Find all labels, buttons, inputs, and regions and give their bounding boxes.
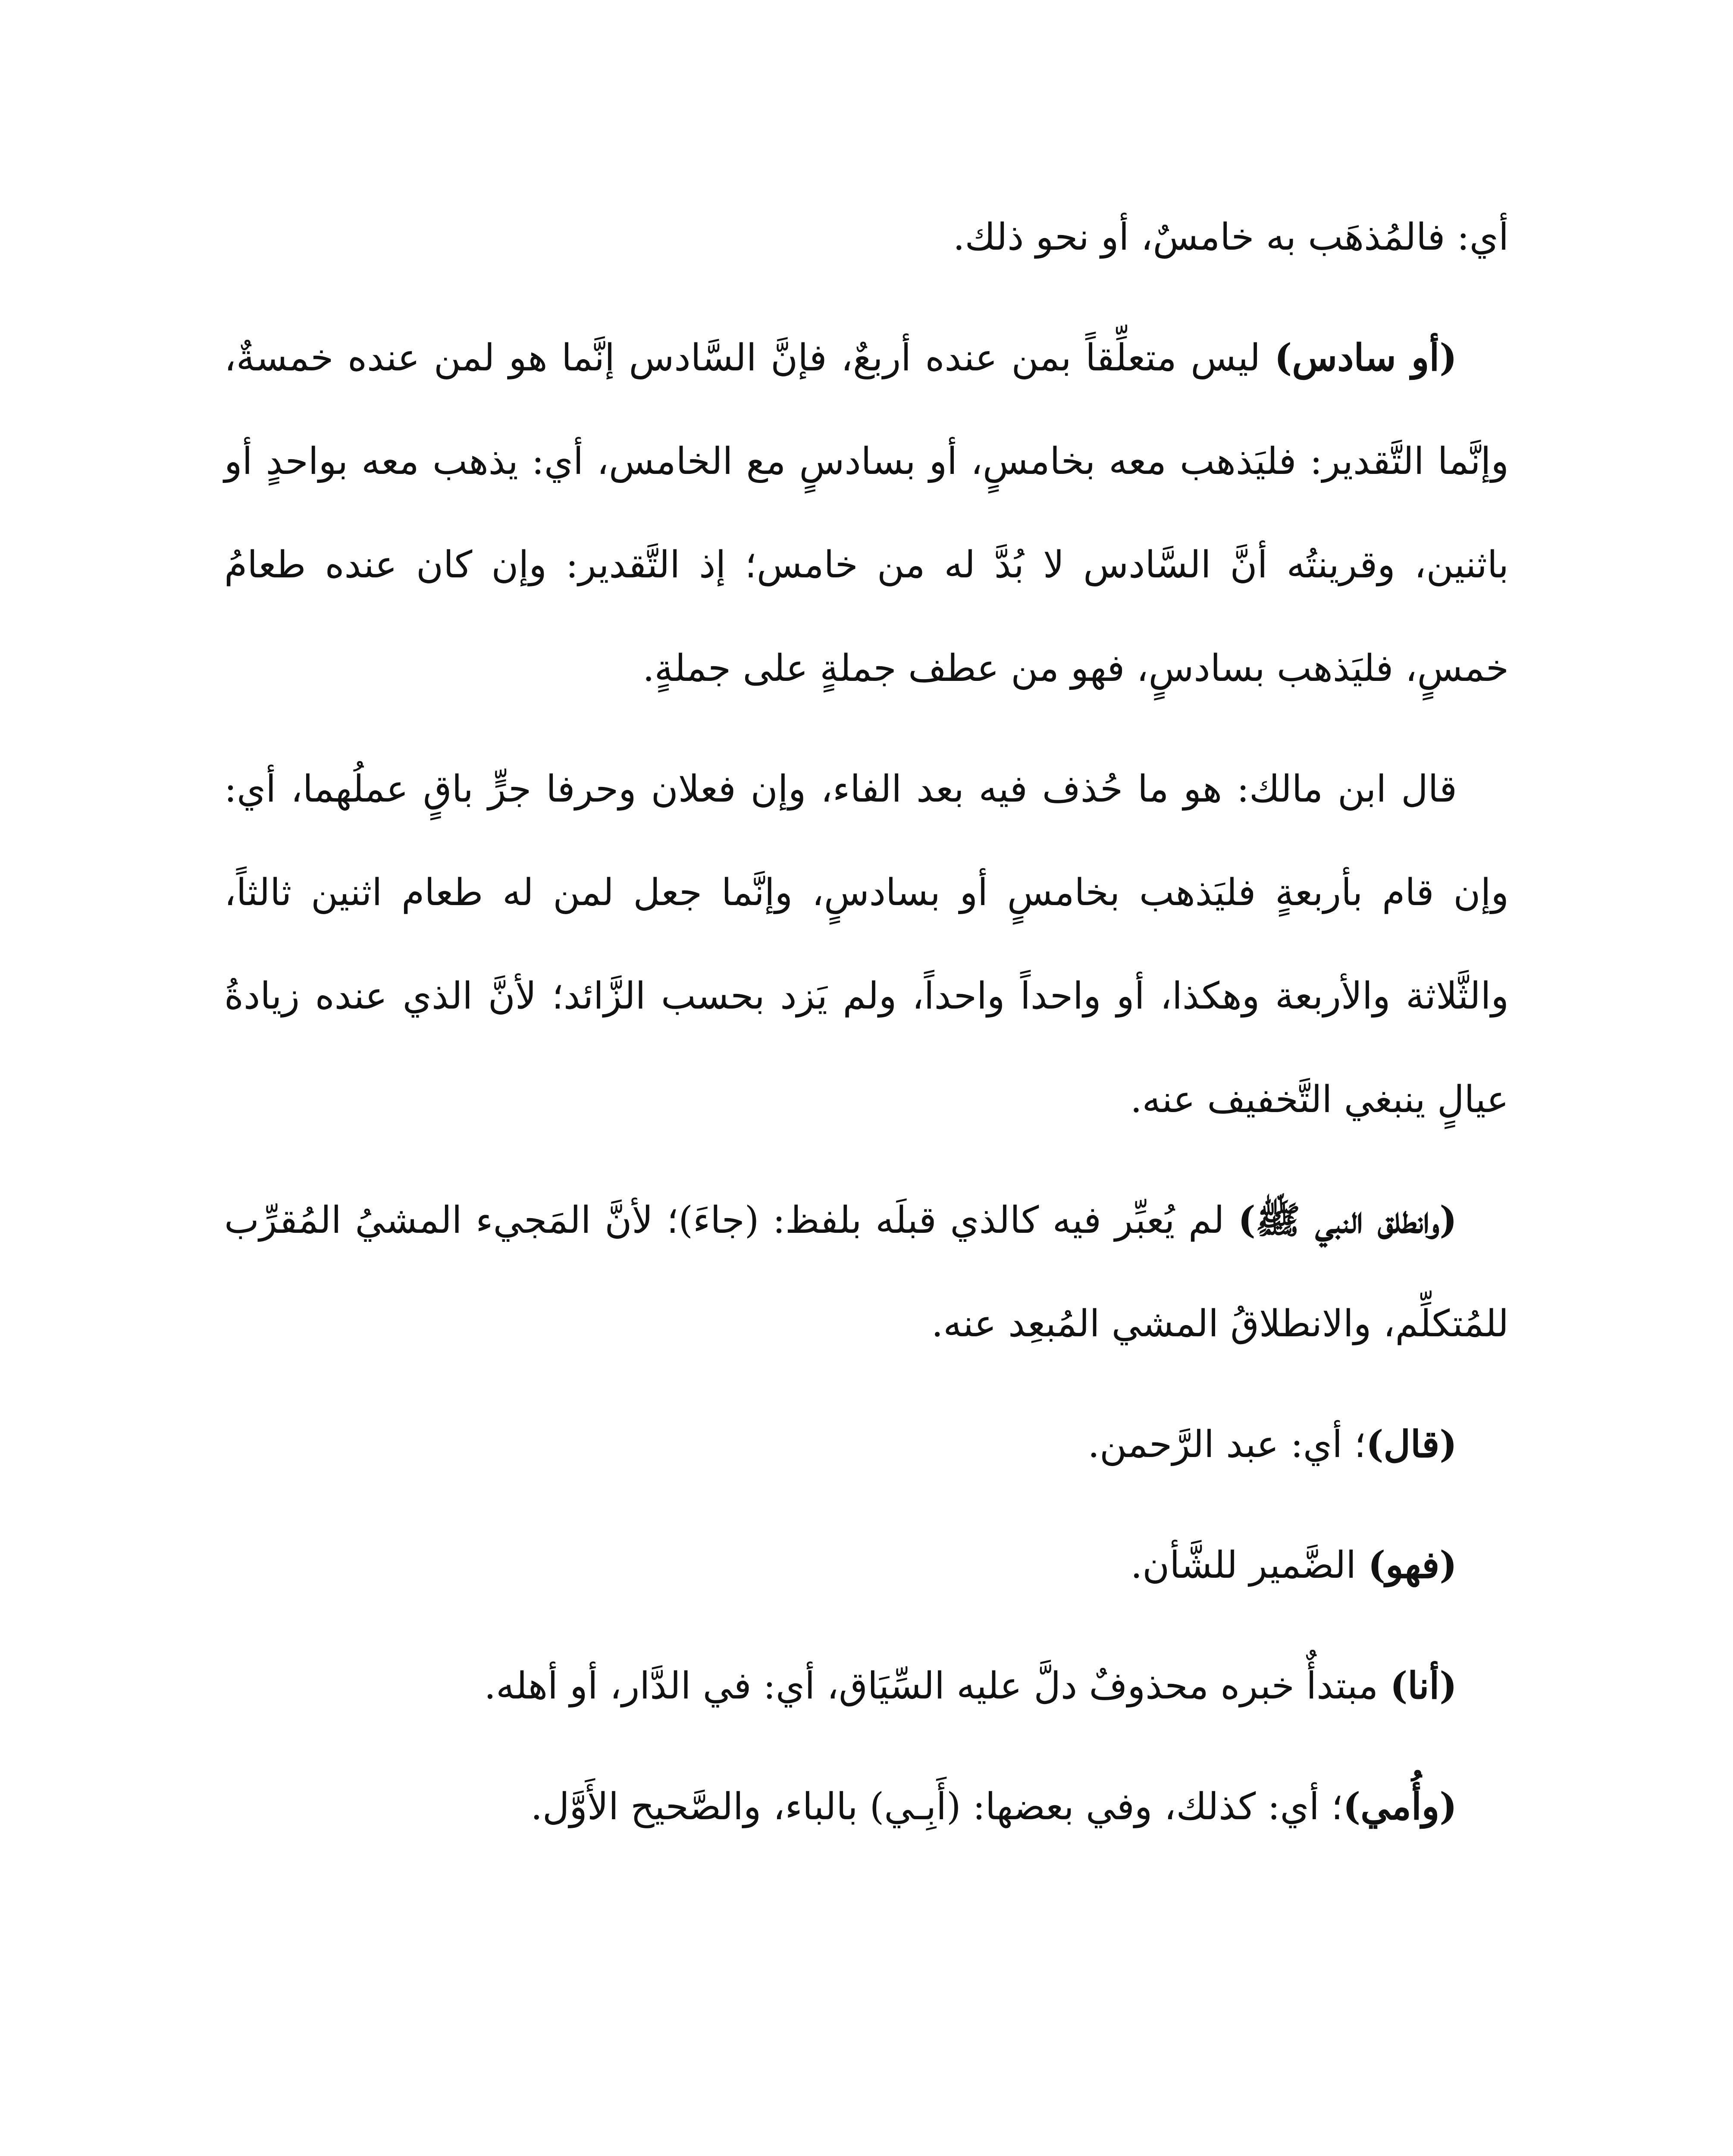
paragraph-7: [224, 1634, 1509, 1738]
paragraph-8-text: ؛ أي: كذلك، وفي بعضها: (أَبِـي) بالباء، والصَّحيح الأَوَّل.: [530, 1785, 1343, 1828]
paragraph-5-text: ؛ أي: عبد الرَّحمن.: [1087, 1423, 1366, 1466]
paragraph-3: [224, 737, 1509, 1151]
paragraph-1: [224, 185, 1509, 289]
paragraph-2-lead: (أو سادس): [1274, 336, 1457, 379]
paragraph-4: [224, 1169, 1509, 1376]
page-body: [224, 185, 1509, 1876]
paragraph-6-lead: (فهو): [1368, 1543, 1457, 1587]
paragraph-5: [224, 1393, 1509, 1496]
paragraph-8-lead: (وأُمي): [1343, 1785, 1457, 1828]
paragraph-7-text: مبتدأٌ خبره محذوفٌ دلَّ عليه السِّيَاق، أي: في الدَّار، أو أهله.: [484, 1664, 1390, 1708]
paragraph-6-text: الضَّمير للشَّأن.: [1130, 1544, 1368, 1587]
paragraph-4-text: لم يُعبِّر فيه كالذي قبلَه بلفظ: (جاءَ)؛ لأنَّ المَجيء المشيُ المُقرِّب للمُتكلِّم، والانطلاقُ المشي المُبعِد عنه.: [224, 1199, 1509, 1345]
paragraph-6: [224, 1514, 1509, 1617]
paragraph-3-text: قال ابن مالك: هو ما حُذف فيه بعد الفاء، وإن فعلان وحرفا جرٍّ باقٍ عملُهما، أي: وإن قام بأربعةٍ فليَذهب بخامسٍ أو بسادسٍ، وإنَّما جعل لمن له طعام اثنين ثالثاً، والثَّلاثة والأربعة وهكذا، أو واحداً واحداً، ولم يَزد بحسب الزَّائد؛ لأنَّ الذي عنده زيادةُ عيالٍ ينبغي التَّخفيف عنه.: [224, 768, 1509, 1121]
paragraph-2-text: ليس متعلِّقاً بمن عنده أربعٌ، فإنَّ السَّادس إنَّما هو لمن عنده خمسةٌ، وإنَّما التَّقدير: فليَذهب معه بخامسٍ، أو بسادسٍ مع الخامس، أي: يذهب معه بواحدٍ أو باثنين، وقرينتُه أنَّ السَّادس لا بُدَّ له من خامس؛ إذ التَّقدير: وإن كان عنده طعامُ خمسٍ، فليَذهب بسادسٍ، فهو من عطف جملةٍ على جملةٍ.: [224, 336, 1509, 690]
paragraph-8: [224, 1755, 1509, 1858]
paragraph-4-lead: (وانطلق النبي ﷺ): [1238, 1198, 1457, 1242]
paragraph-5-lead: (قال): [1366, 1423, 1457, 1466]
paragraph-2: [224, 306, 1509, 720]
paragraph-1-text: أي: فالمُذهَب به خامسٌ، أو نحو ذلك.: [953, 216, 1509, 259]
paragraph-7-lead: (أنا): [1390, 1664, 1457, 1708]
